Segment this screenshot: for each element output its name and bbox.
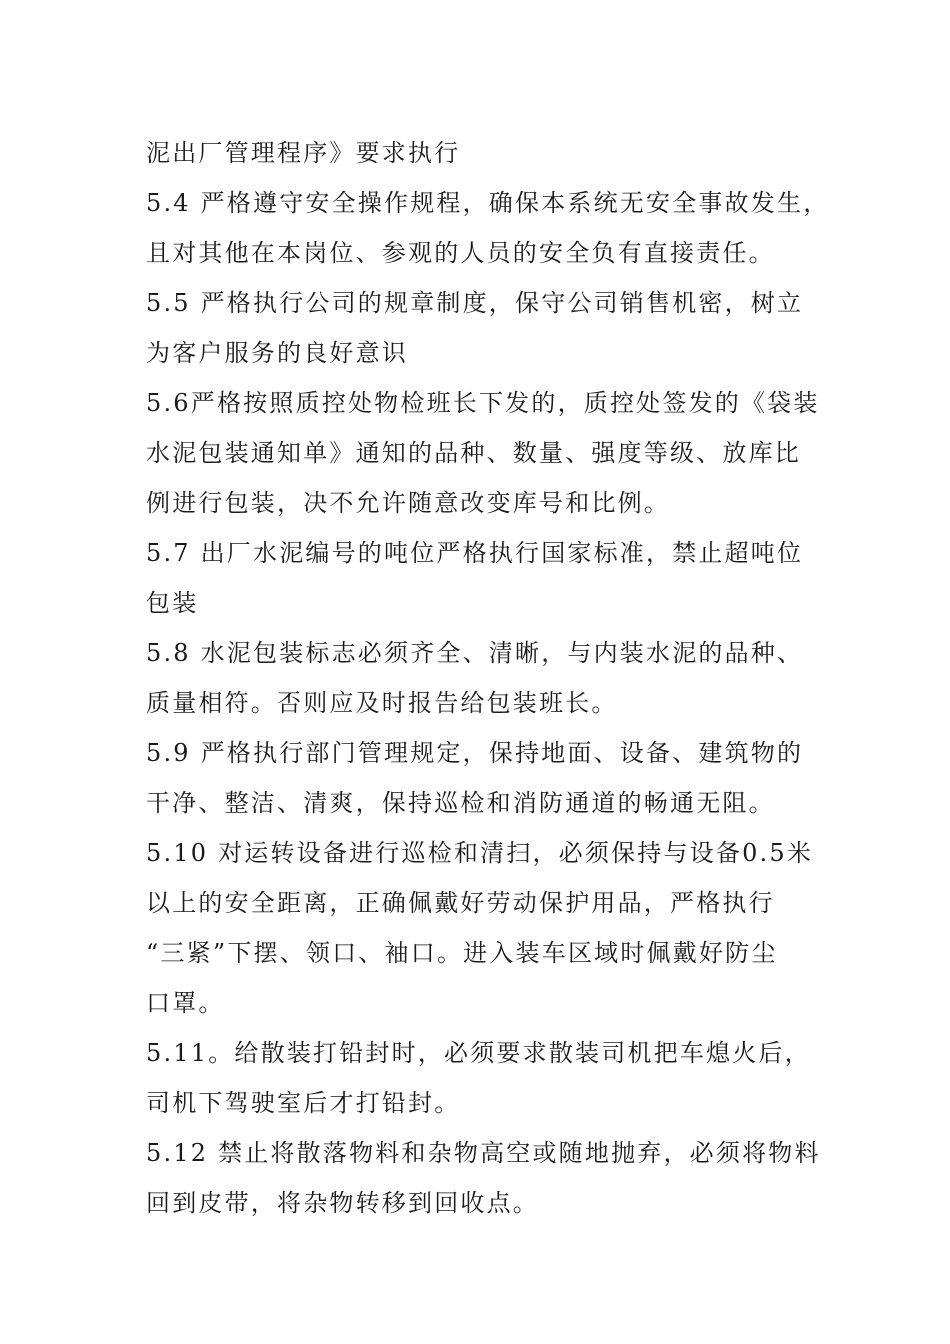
- text-line: 质量相符。否则应及时报告给包装班长。: [146, 689, 618, 717]
- text-line: 5.12 禁止将散落物料和杂物高空或随地抛弃，必须将物料: [146, 1139, 821, 1167]
- text-line: 回到皮带，将杂物转移到回收点。: [146, 1189, 539, 1217]
- text-line: 包装: [146, 589, 199, 617]
- text-line: 例进行包装，决不允许随意改变库号和比例。: [146, 489, 670, 517]
- text-line: 且对其他在本岗位、参观的人员的安全负有直接责任。: [146, 239, 775, 267]
- text-line: 水泥包装通知单》通知的品种、数量、强度等级、放库比: [146, 439, 801, 467]
- text-line: 5.4 严格遵守安全操作规程，确保本系统无安全事故发生，: [146, 189, 830, 217]
- text-line: 5.6严格按照质控处物检班长下发的，质控处签发的《袋装: [146, 389, 820, 417]
- text-line: 5.7 出厂水泥编号的吨位严格执行国家标准，禁止超吨位: [146, 539, 804, 567]
- text-line: “三紧”下摆、领口、袖口。进入装车区域时佩戴好防尘: [146, 939, 778, 967]
- text-line: 5.9 严格执行部门管理规定，保持地面、设备、建筑物的: [146, 739, 804, 767]
- text-line: 5.5 严格执行公司的规章制度，保守公司销售机密，树立: [146, 289, 804, 317]
- document-body: [146, 128, 830, 1228]
- text-line: 以上的安全距离，正确佩戴好劳动保护用品，严格执行: [146, 889, 775, 917]
- text-line: 司机下驾驶室后才打铅封。: [146, 1089, 461, 1117]
- text-line: 5.11。给散装打铅封时，必须要求散装司机把车熄火后，: [146, 1039, 811, 1067]
- text-line: 5.8 水泥包装标志必须齐全、清晰，与内装水泥的品种、: [146, 639, 804, 667]
- text-line: 泥出厂管理程序》要求执行: [146, 139, 461, 167]
- text-line: 干净、整洁、清爽，保持巡检和消防通道的畅通无阻。: [146, 789, 775, 817]
- text-line: 5.10 对运转设备进行巡检和清扫，必须保持与设备0.5米: [146, 839, 814, 867]
- text-line: 为客户服务的良好意识: [146, 339, 408, 367]
- text-line: 口罩。: [146, 989, 225, 1017]
